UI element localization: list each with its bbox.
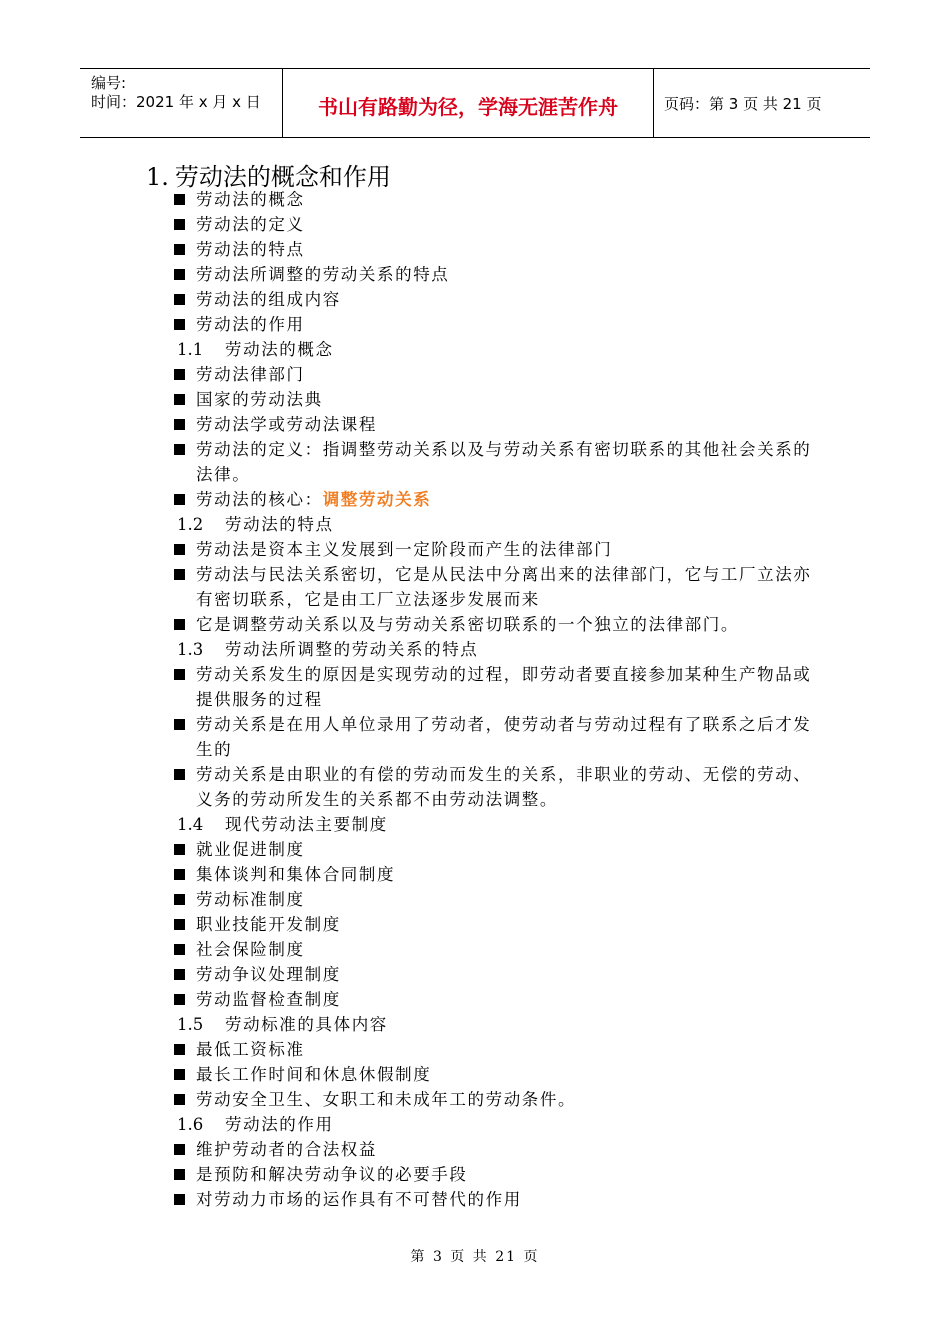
bullet-text: 劳动关系是在用人单位录用了劳动者，使劳动者与劳动过程有了联系之后才发生的: [196, 715, 812, 759]
bullet-text: 集体谈判和集体合同制度: [196, 865, 396, 884]
square-bullet-icon: [174, 244, 185, 255]
square-bullet-icon: [174, 494, 185, 505]
bullet-item: [0, 1137, 950, 1162]
square-bullet-icon: [174, 369, 185, 380]
bullet-text: 国家的劳动法典: [196, 390, 323, 409]
bullet-text: 劳动法的特点: [196, 240, 305, 259]
bullet-item: [0, 987, 950, 1012]
bullet-item: [0, 187, 950, 212]
section-heading: [0, 1112, 950, 1137]
bullet-item: [0, 212, 950, 237]
bullet-text: 劳动法的定义: [196, 215, 305, 234]
page-header: [80, 68, 870, 138]
bullet-text: 劳动法的作用: [196, 315, 305, 334]
bullet-text: 它是调整劳动关系以及与劳动关系密切联系的一个独立的法律部门。: [196, 615, 739, 634]
section-heading: [0, 812, 950, 837]
section-heading: [0, 1012, 950, 1037]
square-bullet-icon: [174, 719, 185, 730]
bullet-item: [0, 312, 950, 337]
header-info-cell: [80, 69, 283, 137]
bullet-item: [0, 1062, 950, 1087]
square-bullet-icon: [174, 619, 185, 630]
bullet-item: [0, 762, 950, 812]
number-label: 编号:: [91, 74, 127, 92]
bullet-item: [0, 362, 950, 387]
square-bullet-icon: [174, 1094, 185, 1105]
bullet-item: [0, 287, 950, 312]
square-bullet-icon: [174, 294, 185, 305]
bullet-item: [0, 887, 950, 912]
bullet-item: [0, 1087, 950, 1112]
square-bullet-icon: [174, 569, 185, 580]
square-bullet-icon: [174, 844, 185, 855]
bullet-text: 最长工作时间和休息休假制度: [196, 1065, 432, 1084]
section-title: 现代劳动法主要制度: [225, 815, 388, 834]
section-number: 1.2: [177, 515, 204, 534]
section-number: 1.5: [177, 1015, 204, 1034]
bullet-text: 职业技能开发制度: [196, 915, 341, 934]
header-motto: 书山有路勤为径，学海无涯苦作舟: [318, 95, 618, 119]
bullet-text: 劳动法是资本主义发展到一定阶段而产生的法律部门: [196, 540, 613, 559]
bullet-item: [0, 837, 950, 862]
header-page-info: 页码：第 3 页 共 21 页: [664, 95, 822, 113]
section-number: 1.4: [177, 815, 204, 834]
bullet-text: 是预防和解决劳动争议的必要手段: [196, 1165, 468, 1184]
title-text: 劳动法的概念和作用: [174, 163, 391, 191]
bullet-item: [0, 1187, 950, 1212]
bullet-text: 劳动法律部门: [196, 365, 305, 384]
section-title: 劳动法所调整的劳动关系的特点: [225, 640, 479, 659]
square-bullet-icon: [174, 544, 185, 555]
bullet-text: 就业促进制度: [196, 840, 305, 859]
section-heading: [0, 512, 950, 537]
square-bullet-icon: [174, 1169, 185, 1180]
square-bullet-icon: [174, 394, 185, 405]
bullet-item: [0, 262, 950, 287]
bullet-item: [0, 712, 950, 762]
section-title: 劳动法的概念: [225, 340, 334, 359]
bullet-item: [0, 487, 950, 512]
bullet-item: [0, 962, 950, 987]
header-motto-cell: [283, 69, 654, 137]
bullet-item: [0, 1037, 950, 1062]
highlighted-text: 调整劳动关系: [322, 490, 432, 509]
square-bullet-icon: [174, 1144, 185, 1155]
section-title: 劳动标准的具体内容: [225, 1015, 388, 1034]
square-bullet-icon: [174, 969, 185, 980]
square-bullet-icon: [174, 219, 185, 230]
bullet-text: 劳动法与民法关系密切，它是从民法中分离出来的法律部门，它与工厂立法亦有密切联系，它是由工厂立法逐步发展而来: [196, 565, 812, 609]
bullet-text: 对劳动力市场的运作具有不可替代的作用: [196, 1190, 522, 1209]
section-heading: [0, 337, 950, 362]
square-bullet-icon: [174, 419, 185, 430]
section-number: 1.3: [177, 640, 204, 659]
bullet-text: 社会保险制度: [196, 940, 305, 959]
square-bullet-icon: [174, 669, 185, 680]
bullet-text: 劳动法的核心：: [196, 490, 323, 509]
section-title: 劳动法的特点: [225, 515, 334, 534]
bullet-item: [0, 437, 950, 487]
bullet-item: [0, 612, 950, 637]
square-bullet-icon: [174, 1194, 185, 1205]
bullet-text: 劳动法所调整的劳动关系的特点: [196, 265, 450, 284]
section-number: 1.1: [177, 340, 204, 359]
bullet-text: 劳动标准制度: [196, 890, 305, 909]
bullet-item: [0, 537, 950, 562]
bullet-item: [0, 562, 950, 612]
square-bullet-icon: [174, 769, 185, 780]
bullet-item: [0, 862, 950, 887]
square-bullet-icon: [174, 944, 185, 955]
square-bullet-icon: [174, 444, 185, 455]
bullet-text: 劳动法的组成内容: [196, 290, 341, 309]
square-bullet-icon: [174, 894, 185, 905]
bullet-text: 劳动法的概念: [196, 190, 305, 209]
page-footer: 第 3 页 共 21 页: [410, 1249, 540, 1265]
title-number: 1.: [146, 163, 169, 191]
bullet-item: [0, 912, 950, 937]
bullet-item: [0, 662, 950, 712]
bullet-text: 劳动关系发生的原因是实现劳动的过程，即劳动者要直接参加某种生产物品或提供服务的过程: [196, 665, 812, 709]
document-body: [0, 187, 950, 1212]
section-number: 1.6: [177, 1115, 204, 1134]
section-heading: [0, 637, 950, 662]
bullet-text: 劳动关系是由职业的有偿的劳动而发生的关系，非职业的劳动、无偿的劳动、义务的劳动所发生的关系都不由劳动法调整。: [196, 765, 812, 809]
bullet-item: [0, 412, 950, 437]
bullet-text: 劳动监督检查制度: [196, 990, 341, 1009]
bullet-item: [0, 387, 950, 412]
bullet-text: 劳动争议处理制度: [196, 965, 341, 984]
square-bullet-icon: [174, 919, 185, 930]
bullet-item: [0, 1162, 950, 1187]
bullet-text: 最低工资标准: [196, 1040, 305, 1059]
square-bullet-icon: [174, 869, 185, 880]
square-bullet-icon: [174, 269, 185, 280]
square-bullet-icon: [174, 1044, 185, 1055]
square-bullet-icon: [174, 194, 185, 205]
bullet-text: 劳动法的定义：指调整劳动关系以及与劳动关系有密切联系的其他社会关系的法律。: [196, 440, 812, 484]
square-bullet-icon: [174, 994, 185, 1005]
bullet-text: 维护劳动者的合法权益: [196, 1140, 377, 1159]
square-bullet-icon: [174, 319, 185, 330]
time-label: 时间：2021 年 x 月 x 日: [91, 93, 261, 111]
section-title: 劳动法的作用: [225, 1115, 334, 1134]
bullet-item: [0, 937, 950, 962]
bullet-text: 劳动安全卫生、女职工和未成年工的劳动条件。: [196, 1090, 577, 1109]
bullet-item: [0, 237, 950, 262]
bullet-text: 劳动法学或劳动法课程: [196, 415, 377, 434]
square-bullet-icon: [174, 1069, 185, 1080]
